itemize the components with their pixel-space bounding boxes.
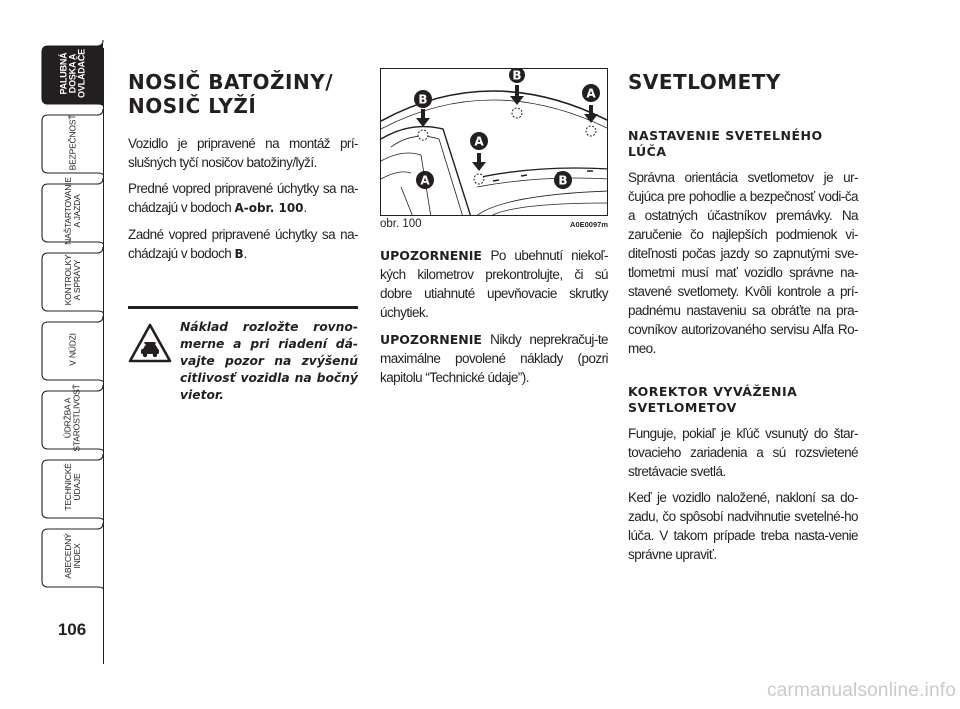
chapter-tab-8[interactable]	[40, 523, 108, 589]
chapter-tab-3[interactable]	[40, 178, 108, 244]
roof-rack-title-line1: NOSIČ BATOŽINY/	[128, 70, 334, 94]
figure-caption	[380, 218, 608, 230]
sidebar-divider	[103, 48, 104, 664]
car-roof-illustration	[381, 69, 608, 216]
chapter-tab-label: ABECEDNÝ INDEX	[63, 533, 82, 579]
chapter-tab-label-wrap	[40, 178, 106, 244]
leveller-text-1: Funguje, pokiaľ je kľúč vsunutý do štar-tovacieho zariadenia a sú rozsvietené stretávacie svetlá.	[628, 426, 858, 479]
chapter-tab-label: BEZPEČNOSŤ	[67, 114, 78, 170]
chapter-tab-label: NAŠTARTOVANIE A JAZDA	[63, 177, 82, 245]
leveller-heading: KOREKTOR VYVÁŽENIA SVETLOMETOV	[628, 384, 798, 415]
roof-rack-title	[128, 70, 358, 118]
chapter-tab-label-wrap	[40, 109, 106, 175]
chapter-tab-label-wrap	[40, 454, 106, 520]
rear-mounts-ref: B	[234, 247, 244, 261]
chapter-tab-label: KONTROLKY A SPRÁVY	[63, 254, 82, 306]
warning-triangle-car-load-icon	[128, 323, 172, 363]
beam-adjustment-heading: NASTAVENIE SVETELNÉHO LÚČA	[628, 128, 823, 159]
mount-label-b-top: B	[512, 69, 522, 83]
mount-label-a-right: A	[586, 86, 596, 101]
warning-text-wrap: Náklad rozložte rovno-merne a pri riadení dá-vajte pozor na zvýšenú citlivosť vozidla na bočný vietor.	[180, 320, 358, 402]
chapter-tab-1[interactable]	[40, 40, 108, 106]
note2-lead: UPOZORNENIE	[380, 332, 482, 347]
warning-box	[128, 319, 358, 404]
headlights-title: SVETLOMETY	[628, 70, 781, 94]
front-mounts-end: .	[303, 200, 307, 215]
mount-label-a-bottom: A	[420, 173, 430, 188]
chapter-tab-4[interactable]	[40, 247, 108, 313]
chapter-tab-6[interactable]	[40, 385, 108, 451]
note-tighten-screws	[380, 246, 608, 322]
front-mounts-ref: A-obr. 100	[234, 201, 304, 215]
chapter-tab-label-wrap	[40, 247, 106, 313]
headlights-section	[628, 68, 858, 564]
roof-mounts-figure	[380, 68, 608, 216]
roof-rack-section	[128, 68, 358, 404]
rear-mounts-text	[128, 225, 358, 264]
chapter-tab-label-wrap	[40, 385, 106, 451]
watermark: carmanualsonline.info	[766, 680, 956, 701]
mount-label-b-left: B	[418, 92, 428, 107]
front-mounts-text	[128, 179, 358, 218]
note-max-load	[380, 330, 608, 387]
chapter-tab-label: V NÚDZI	[67, 332, 78, 366]
leveller-text-2: Keď je vozidlo naložené, nakloní sa do-zadu, čo spôsobí nadvihnutie svetelné-ho lúča. V takom prípade treba nasta-venie správne upraviť.	[628, 490, 858, 562]
chapter-tab-5[interactable]	[40, 316, 108, 382]
chapter-tab-7[interactable]	[40, 454, 108, 520]
rear-mounts-end: .	[243, 246, 247, 261]
figure-number: obr. 100	[380, 218, 422, 230]
chapter-sidebar	[40, 40, 108, 668]
chapter-tab-label-wrap	[40, 316, 106, 382]
chapter-tab-label: TECHNICKÉ ÚDAJE	[63, 463, 82, 511]
mount-label-b-bottom: B	[558, 173, 568, 188]
note1-text: Po ubehnutí niekoľ-kých kilometrov prekontrolujte, či sú dobre utiahnuté upevňovacie skrutky úchytiek.	[380, 248, 608, 320]
page-number: 106	[57, 620, 87, 639]
figure-column	[380, 68, 608, 387]
figure-code: A0E0097m	[570, 220, 608, 229]
chapter-tab-label-wrap	[40, 523, 106, 589]
chapter-tab-label: PALUBNÁ DOSKA A OVLÁDAČE	[58, 48, 87, 98]
beam-adjustment-text: Správna orientácia svetlometov je ur-čujúca pre pohodlie a bezpečnosť vodi-ča a ostatných účastníkov premávky. Na zaručenie čo najlepších podmienok vi-diteľnosti počas jazdy so zapnutými sve-tlometmi musí mať vozidlo správne na-stavené svetlomety. Kvôli kontrole a prí-padnému nastaveniu sa obráťte na pra-covníkov autorizovaného servisu Alfa Ro-meo.	[628, 170, 858, 356]
roof-rack-intro: Vozidlo je pripravené na montáž prí-slušných tyčí nosičov batožiny/lyží.	[128, 136, 358, 170]
chapter-tab-2[interactable]	[40, 109, 108, 175]
note1-lead: UPOZORNENIE	[380, 248, 482, 263]
chapter-tab-label: ÚDRŽBA A STAROSTLIVOSŤ	[63, 384, 82, 452]
rear-mounts-text-body: Zadné vopred pripravené úchytky sa na-chádzajú v bodoch	[128, 227, 358, 261]
note2-text: Nikdy neprekračuj-te maximálne povolené náklady (pozri kapitolu “Technické údaje”).	[380, 332, 608, 385]
front-mounts-text-body: Predné vopred pripravené úchytky sa na-chádzajú v bodoch	[128, 181, 358, 215]
roof-rack-title-line2: NOSIČ LYŽÍ	[128, 94, 257, 118]
chapter-tab-label-wrap	[40, 40, 106, 106]
mount-label-a-center: A	[474, 134, 484, 149]
warning-rule-top	[128, 306, 358, 309]
